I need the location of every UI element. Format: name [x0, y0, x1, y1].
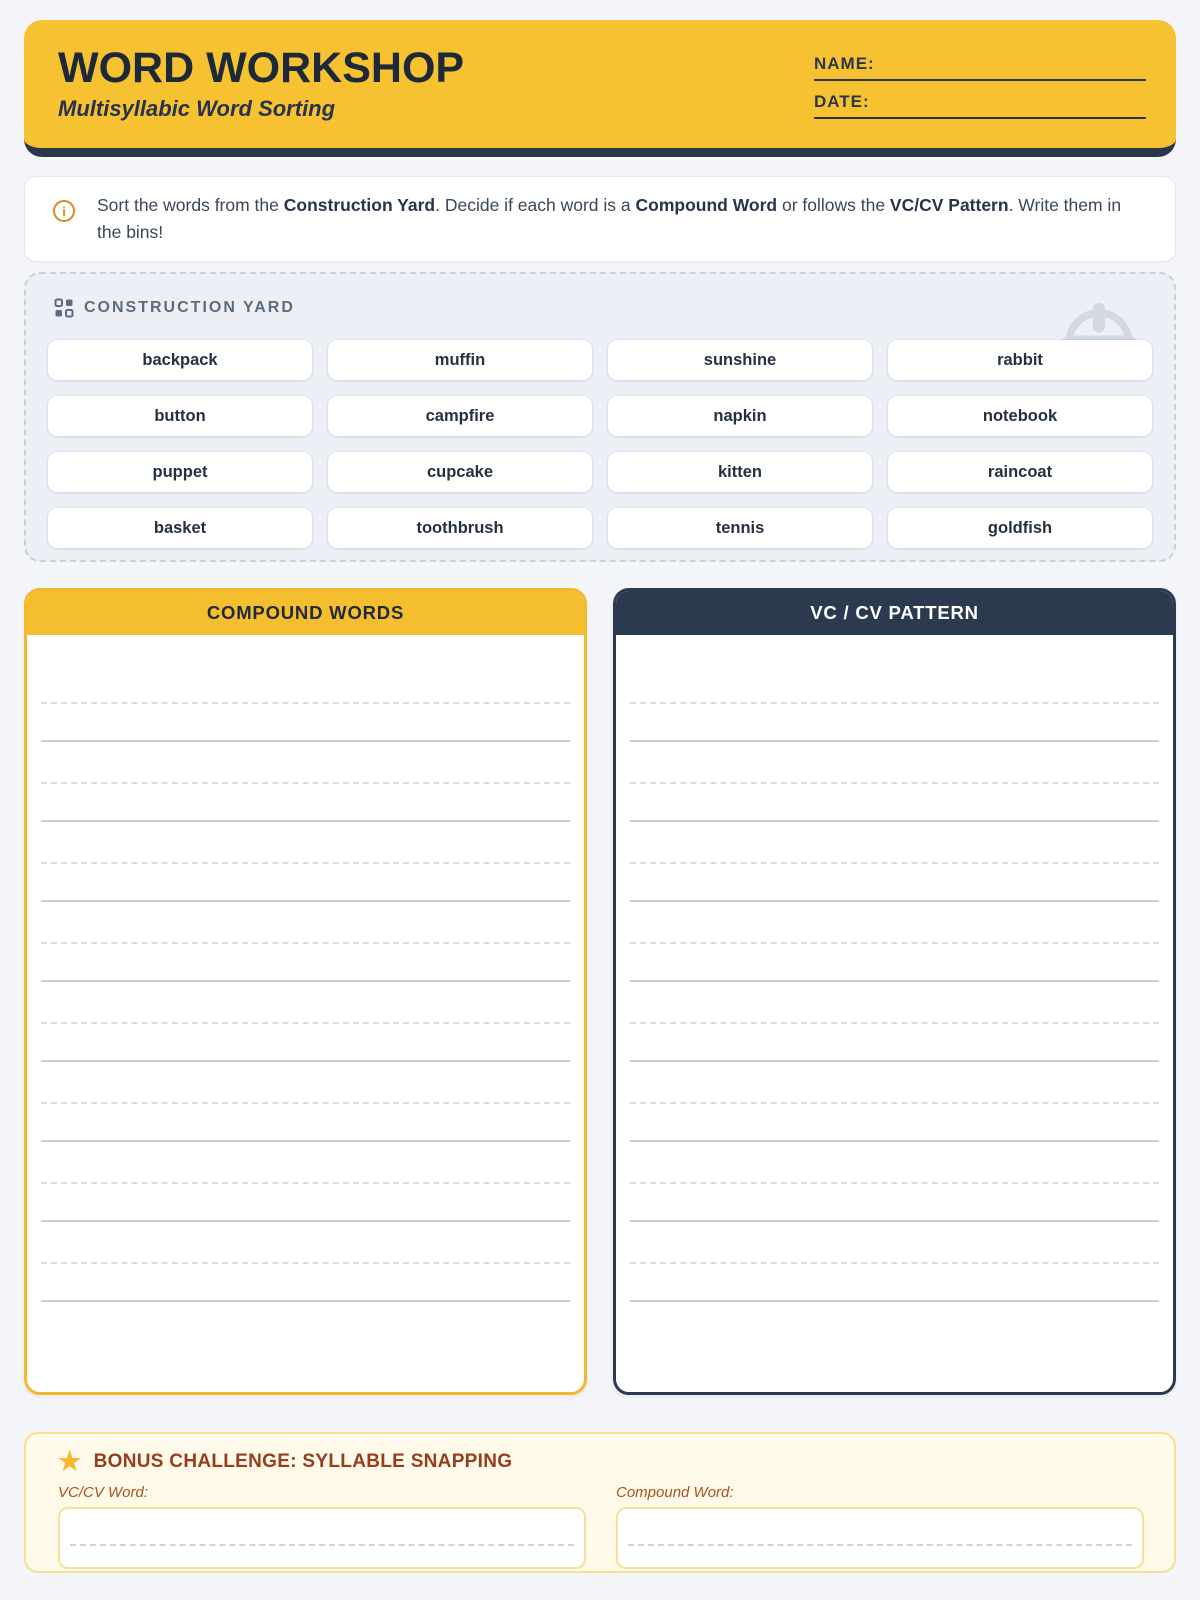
writing-line-dashed — [630, 782, 1159, 784]
word-chip[interactable]: campfire — [328, 396, 592, 436]
date-label: DATE: — [814, 91, 870, 111]
writing-line-dashed — [630, 862, 1159, 864]
writing-line-solid — [630, 740, 1159, 742]
header-banner — [24, 20, 1176, 157]
writing-line-solid — [630, 1220, 1159, 1222]
star-icon: ★ — [58, 1446, 82, 1476]
vccv-word-label: VC/CV Word: — [58, 1484, 149, 1501]
writing-line-solid — [630, 900, 1159, 902]
compound-word-label: Compound Word: — [616, 1484, 734, 1501]
writing-line-pair — [41, 702, 570, 782]
word-chip[interactable]: sunshine — [608, 340, 872, 380]
writing-line-solid — [41, 820, 570, 822]
writing-line-dashed — [628, 1544, 1132, 1546]
writing-line-pair — [630, 942, 1159, 1022]
bonus-field-compound — [616, 1484, 1144, 1569]
writing-line-solid — [41, 740, 570, 742]
word-chip[interactable]: napkin — [608, 396, 872, 436]
word-chip[interactable]: basket — [48, 508, 312, 548]
bonus-section — [24, 1432, 1176, 1573]
vccv-word-box[interactable] — [58, 1507, 586, 1569]
writing-line-dashed — [630, 1262, 1159, 1264]
writing-line-dashed — [630, 1182, 1159, 1184]
word-chip[interactable]: tennis — [608, 508, 872, 548]
vccv-pattern-bin — [613, 588, 1176, 1395]
writing-line-pair — [41, 1182, 570, 1262]
writing-line-solid — [630, 1060, 1159, 1062]
writing-line-dashed — [41, 782, 570, 784]
writing-line-pair — [630, 782, 1159, 862]
name-field[interactable] — [814, 54, 1146, 81]
compound-word-box[interactable] — [616, 1507, 1144, 1569]
vccv-pattern-writing-area[interactable] — [616, 635, 1173, 1392]
writing-line-dashed — [41, 1262, 570, 1264]
writing-line-dashed — [630, 1022, 1159, 1024]
date-field[interactable] — [814, 92, 1146, 119]
word-chip[interactable]: notebook — [888, 396, 1152, 436]
instructions-text: Sort the words from the Construction Yard. Decide if each word is a Compound Word or follows the VC/CV Pattern. Write them in the bins! — [97, 195, 1122, 243]
writing-line-pair — [41, 782, 570, 862]
writing-line-pair — [41, 1262, 570, 1342]
word-chip[interactable]: toothbrush — [328, 508, 592, 548]
grid-icon — [54, 298, 74, 318]
writing-line-solid — [630, 820, 1159, 822]
yard-header — [54, 298, 1152, 318]
writing-line-dashed — [41, 702, 570, 704]
instructions-box — [24, 176, 1176, 262]
word-grid — [48, 340, 1152, 548]
writing-line-dashed — [70, 1544, 574, 1546]
writing-line-dashed — [41, 1022, 570, 1024]
writing-line-dashed — [630, 942, 1159, 944]
word-chip[interactable]: kitten — [608, 452, 872, 492]
writing-line-solid — [41, 980, 570, 982]
writing-line-dashed — [41, 1102, 570, 1104]
writing-line-dashed — [41, 862, 570, 864]
writing-line-dashed — [41, 942, 570, 944]
writing-line-solid — [41, 900, 570, 902]
writing-line-solid — [41, 1300, 570, 1302]
writing-line-solid — [41, 1140, 570, 1142]
bonus-fields — [58, 1484, 1144, 1569]
header-fields — [814, 50, 1146, 119]
bonus-title: BONUS CHALLENGE: SYLLABLE SNAPPING — [93, 1451, 513, 1472]
word-chip[interactable]: goldfish — [888, 508, 1152, 548]
word-chip[interactable]: backpack — [48, 340, 312, 380]
writing-line-pair — [41, 1102, 570, 1182]
writing-line-dashed — [630, 1102, 1159, 1104]
yard-title: CONSTRUCTION YARD — [84, 299, 295, 316]
writing-line-pair — [630, 1182, 1159, 1262]
word-chip[interactable]: rabbit — [888, 340, 1152, 380]
writing-line-pair — [41, 862, 570, 942]
word-chip[interactable]: raincoat — [888, 452, 1152, 492]
page-subtitle: Multisyllabic Word Sorting — [58, 96, 336, 122]
writing-line-dashed — [41, 1182, 570, 1184]
writing-line-solid — [630, 980, 1159, 982]
compound-words-header: COMPOUND WORDS — [27, 591, 584, 635]
writing-line-pair — [630, 1262, 1159, 1342]
construction-yard — [24, 272, 1176, 562]
writing-line-solid — [630, 1140, 1159, 1142]
sorting-bins — [24, 588, 1176, 1395]
page-title: WORD WORKSHOP — [58, 43, 465, 92]
writing-line-pair — [41, 942, 570, 1022]
compound-words-bin — [24, 588, 587, 1395]
writing-line-pair — [630, 1102, 1159, 1182]
writing-line-dashed — [630, 702, 1159, 704]
word-chip[interactable]: muffin — [328, 340, 592, 380]
writing-line-pair — [630, 702, 1159, 782]
writing-line-solid — [41, 1220, 570, 1222]
writing-line-solid — [630, 1300, 1159, 1302]
info-icon: i — [53, 200, 75, 222]
header-title-block — [58, 43, 465, 122]
name-label: NAME: — [814, 53, 875, 73]
writing-line-solid — [41, 1060, 570, 1062]
writing-line-pair — [41, 1022, 570, 1102]
writing-line-pair — [630, 1022, 1159, 1102]
vccv-pattern-header: VC / CV PATTERN — [616, 591, 1173, 635]
word-chip[interactable]: button — [48, 396, 312, 436]
word-chip[interactable]: cupcake — [328, 452, 592, 492]
compound-words-writing-area[interactable] — [27, 635, 584, 1392]
bonus-field-vccv — [58, 1484, 586, 1569]
bonus-title-row — [58, 1446, 1144, 1476]
writing-line-pair — [630, 862, 1159, 942]
word-chip[interactable]: puppet — [48, 452, 312, 492]
